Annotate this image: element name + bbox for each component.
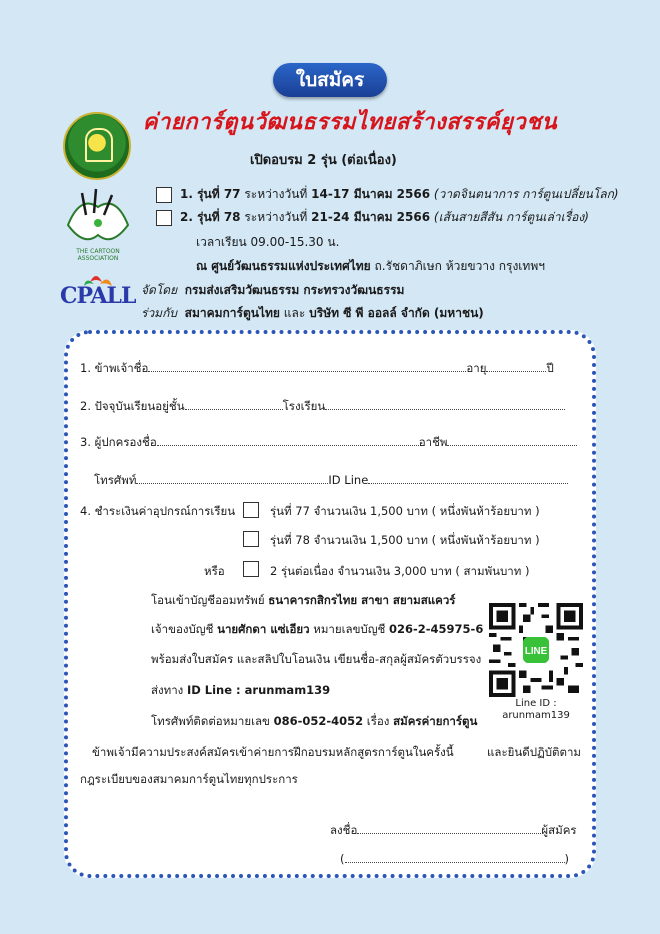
intent-line-1b: และยินดีปฏิบัติตาม xyxy=(487,745,581,759)
contact-field[interactable]: โทรศัพท์ ID Line xyxy=(94,472,568,490)
phone-input[interactable] xyxy=(136,473,328,484)
payment-78-checkbox[interactable] xyxy=(243,531,259,547)
session-77-option[interactable]: 1. รุ่นที่ 77 ระหว่างวันที่ 14-17 มีนาคม 2566 (วาดจินตนาการ การ์ตูนเปลี่ยนโลก) xyxy=(156,185,619,204)
name-input[interactable] xyxy=(148,361,466,372)
camp-subtitle: เปิดอบรม 2 รุ่น (ต่อเนื่อง) xyxy=(250,153,397,168)
culture-department-logo xyxy=(63,112,131,180)
payment-77-label: รุ่นที่ 77 จำนวนเงิน 1,500 บาท ( หนึ่งพันห้าร้อยบาท ) xyxy=(270,504,540,518)
printed-name-field[interactable]: ( ) xyxy=(340,852,569,866)
session-77-checkbox[interactable] xyxy=(156,187,172,203)
class-time: เวลาเรียน 09.00-15.30 น. xyxy=(196,235,340,249)
cartoon-association-caption: THE CARTOON ASSOCIATION xyxy=(76,248,120,262)
line-id-input[interactable] xyxy=(368,473,568,484)
bank-transfer-line: โอนเข้าบัญชีออมทรัพย์ ธนาคารกสิกรไทย สาขา สยามสแควร์ xyxy=(151,593,456,607)
intent-line-1: ข้าพเจ้ามีความประสงค์สมัครเข้าค่ายการฝึกอบรมหลักสูตรการ์ตูนในครั้งนี้ xyxy=(92,745,454,759)
guardian-input[interactable] xyxy=(157,435,419,446)
contact-phone-line: โทรศัพท์ติดต่อหมายเลข 086-052-4052 เรื่อง สมัครค่ายการ์ตูน xyxy=(151,714,478,728)
cpall-logo-text: CPALL xyxy=(60,283,136,309)
line-qr-code[interactable] xyxy=(489,603,583,697)
account-line: เจ้าของบัญชี นายศักดา แซ่เอียว หมายเลขบัญชี 026-2-45975-6 xyxy=(151,622,484,636)
qr-line-badge: LINE xyxy=(524,646,548,658)
school-input[interactable] xyxy=(325,399,565,410)
camp-title: ค่ายการ์ตูนวัฒนธรรมไทยสร้างสรรค์ยุวชน xyxy=(142,109,558,135)
send-via-line: ส่งทาง ID Line : arunmam139 xyxy=(151,683,331,697)
venue: ณ ศูนย์วัฒนธรรมแห่งประเทศไทย ถ.รัชดาภิเษก ห้วยขวาง กรุงเทพฯ xyxy=(196,259,545,273)
organizer: จัดโดย กรมส่งเสริมวัฒนธรรม กระทรวงวัฒนธรรม xyxy=(141,283,405,297)
grade-school-field[interactable]: 2. ปัจจุบันเรียนอยู่ชั้น โรงเรียน xyxy=(80,398,565,416)
name-field[interactable]: 1. ข้าพเจ้าชื่อ อายุ ปี xyxy=(80,361,554,375)
signature-input[interactable] xyxy=(357,823,541,834)
payment-both-checkbox[interactable] xyxy=(243,561,259,577)
printed-name-input[interactable] xyxy=(345,852,565,863)
occupation-input[interactable] xyxy=(447,435,577,446)
payment-77-checkbox[interactable] xyxy=(243,502,259,518)
payment-both-label: 2 รุ่นต่อเนื่อง จำนวนเงิน 3,000 บาท ( สามพันบาท ) xyxy=(270,564,530,578)
partners: ร่วมกับ สมาคมการ์ตูนไทย และ บริษัท ซี พี ออลล์ จำกัด (มหาชน) xyxy=(141,306,484,320)
session-78-checkbox[interactable] xyxy=(156,210,172,226)
session-78-option[interactable]: 2. รุ่นที่ 78 ระหว่างวันที่ 21-24 มีนาคม 2566 (เส้นสายสีสัน การ์ตูนเล่าเรื่อง) xyxy=(156,208,589,227)
payment-label: 4. ชำระเงินค่าอุปกรณ์การเรียน xyxy=(80,504,236,518)
or-label: หรือ xyxy=(204,564,225,578)
guardian-field[interactable]: 3. ผู้ปกครองชื่อ อาชีพ xyxy=(80,434,577,452)
payment-78-label: รุ่นที่ 78 จำนวนเงิน 1,500 บาท ( หนึ่งพันห้าร้อยบาท ) xyxy=(270,533,540,547)
age-input[interactable] xyxy=(486,361,546,372)
qr-caption: Line ID : arunmam139 xyxy=(502,698,570,721)
signature-field[interactable]: ลงชื่อ ผู้สมัคร xyxy=(330,823,577,837)
form-badge: ใบสมัคร xyxy=(273,63,387,97)
cartoon-association-logo xyxy=(60,185,136,251)
grade-input[interactable] xyxy=(185,399,283,410)
submission-instructions: พร้อมส่งใบสมัคร และสลิปใบโอนเงิน เขียนชื่อ-สกุลผู้สมัครตัวบรรจง xyxy=(151,652,482,666)
intent-line-2: กฎระเบียบของสมาคมการ์ตูนไทยทุกประการ xyxy=(80,772,298,786)
